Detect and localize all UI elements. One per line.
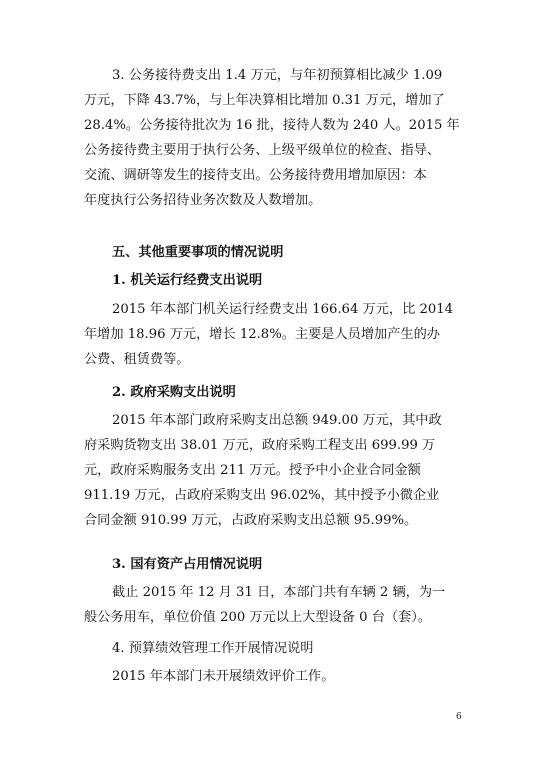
paragraph-state-assets [84, 580, 484, 630]
paragraph-performance-management [84, 664, 484, 689]
text-line: 年度执行公务招待业务次数及人数增加。 [84, 193, 322, 208]
text-line: 交流、调研等发生的接待支出。公务接待费用增加原因：本 [84, 168, 427, 183]
page-number: 6 [456, 712, 462, 722]
heading-state-assets: 3. 国有资产占用情况说明 [112, 557, 263, 572]
text-line: 万元，下降 43.7%，与上年决算相比增加 0.31 万元，增加了 [84, 93, 445, 108]
paragraph-procurement [84, 408, 484, 533]
text-line: 合同金额 910.99 万元，占政府采购支出总额 95.99%。 [84, 513, 418, 528]
paragraph-reception-expense [84, 63, 484, 213]
text-line: 元，政府采购服务支出 211 万元。授予中小企业合同金额 [84, 463, 421, 478]
heading-procurement: 2. 政府采购支出说明 [112, 385, 236, 400]
text-line: 般公务用车，单位价值 200 万元以上大型设备 0 台（套）。 [84, 610, 432, 625]
heading-performance-management: 4. 预算绩效管理工作开展情况说明 [112, 641, 314, 656]
text-line: 年增加 18.96 万元，增长 12.8%。主要是人员增加产生的办 [84, 327, 440, 342]
heading-section-five: 五、其他重要事项的情况说明 [112, 245, 284, 260]
text-line: 2015 年本部门政府采购支出总额 949.00 万元，其中政 [112, 413, 442, 428]
text-line: 2015 年本部门机关运行经费支出 166.64 万元，比 2014 [112, 302, 454, 317]
text-line: 府采购货物支出 38.01 万元，政府采购工程支出 699.99 万 [84, 438, 436, 453]
text-line: 2015 年本部门未开展绩效评价工作。 [112, 669, 335, 684]
text-line: 公费、租赁费等。 [84, 352, 190, 367]
text-line: 截止 2015 年 12 月 31 日，本部门共有车辆 2 辆，为一 [112, 585, 446, 600]
text-line: 911.19 万元，占政府采购支出 96.02%，其中授予小微企业 [84, 488, 440, 503]
paragraph-operating-expense [84, 297, 484, 372]
text-line: 公务接待费主要用于执行公务、上级平级单位的检查、指导、 [84, 143, 441, 158]
text-line: 28.4%。公务接待批次为 16 批，接待人数为 240 人。2015 年 [84, 118, 460, 133]
text-line: 3. 公务接待费支出 1.4 万元，与年初预算相比减少 1.09 [112, 68, 443, 83]
heading-operating-expense: 1. 机关运行经费支出说明 [112, 273, 263, 288]
